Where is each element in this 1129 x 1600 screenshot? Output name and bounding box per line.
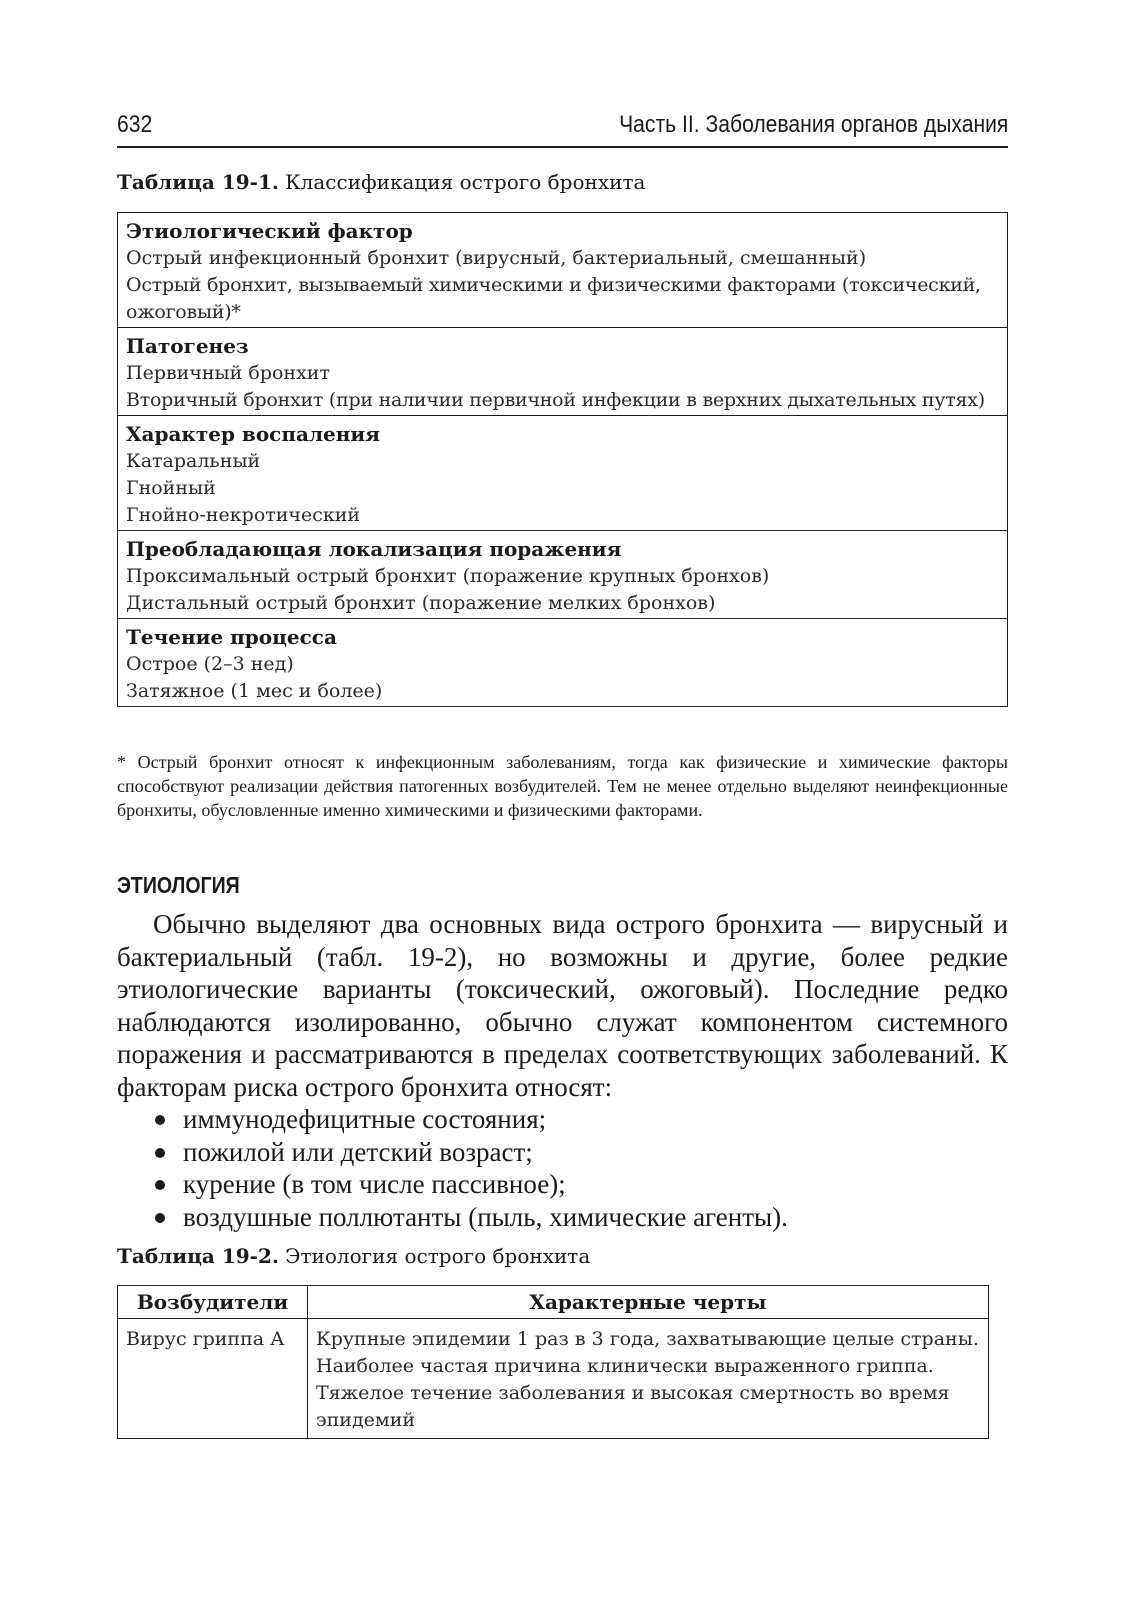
agent-cell: Вирус гриппа А	[118, 1319, 308, 1439]
table1-caption-text: Классификация острого бронхита	[278, 170, 646, 194]
list-item-text: воздушные поллютанты (пыль, химические агенты).	[183, 1201, 788, 1232]
table2-caption-label: Таблица 19-2.	[117, 1244, 279, 1268]
table1-section-inflammation	[118, 415, 1007, 530]
list-item	[117, 1168, 788, 1201]
table1-section-etiology	[118, 213, 1007, 327]
table2-caption-text: Этиология острого бронхита	[278, 1244, 591, 1268]
running-head	[117, 108, 1008, 148]
table1-line: Проксимальный острый бронхит (поражение крупных бронхов)	[126, 565, 770, 587]
table1-caption-label: Таблица 19-1.	[117, 170, 279, 194]
table1-section-pathogenesis	[118, 327, 1007, 415]
features-cell	[308, 1319, 989, 1439]
feature-line: Наиболее частая причина клинически выраженного гриппа.	[316, 1355, 934, 1377]
list-item-text: пожилой или детский возраст;	[183, 1136, 533, 1167]
table1-line: Гнойно-некротический	[126, 504, 361, 526]
classification-table	[117, 212, 1008, 707]
table1-line: Вторичный бронхит (при наличии первичной инфекции в верхних дыхательных путях)	[126, 389, 985, 411]
table1-caption	[117, 168, 645, 196]
etiology-paragraph: Обычно выделяют два основных вида острого бронхита — вирусный и бактериальный (табл. 19-2), но возможны и другие, более редкие этиологические варианты (токсический, ожоговый). Последние редко наблюдаются изолированно, обычно служат компонентом системного поражения и рассматриваются в пределах соответствующих заболеваний. К факторам риска острого бронхита относят:	[117, 909, 1008, 1102]
list-item	[117, 1201, 788, 1234]
table-header-row	[118, 1286, 989, 1319]
risk-factors-list	[117, 1103, 788, 1233]
table1-line: Дистальный острый бронхит (поражение мелких бронхов)	[126, 592, 716, 614]
bullet-icon	[155, 1115, 165, 1125]
table1-section-heading: Патогенез	[126, 334, 249, 358]
list-item	[117, 1136, 788, 1169]
list-item-text: курение (в том числе пассивное);	[183, 1169, 566, 1199]
table1-line: Острый бронхит, вызываемый химическими и физическими факторами (токсический, ожоговый)*	[126, 274, 981, 323]
table1-line: Первичный бронхит	[126, 362, 330, 384]
bullet-icon	[155, 1213, 165, 1223]
table2-caption	[117, 1242, 590, 1270]
table1-section-heading: Течение процесса	[126, 625, 337, 649]
table1-line: Катаральный	[126, 450, 261, 472]
table1-section-heading: Характер воспаления	[126, 422, 381, 446]
chapter-title: Часть II. Заболевания органов дыхания	[618, 111, 1008, 138]
table1-section-heading: Преобладающая локализация поражения	[126, 537, 622, 561]
table1-line: Острый инфекционный бронхит (вирусный, бактериальный, смешанный)	[126, 247, 867, 269]
table1-line: Гнойный	[126, 477, 216, 499]
list-item	[117, 1103, 788, 1136]
table1-line: Затяжное (1 мес и более)	[126, 680, 383, 702]
column-header-features: Характерные черты	[308, 1286, 989, 1319]
table1-footnote: * Острый бронхит относят к инфекционным заболеваниям, тогда как физические и химические факторы способствуют реализации действия патогенных возбудителей. Тем не менее отдельно выделяют неинфекционные бронхиты, обусловленные именно химическими и физическими факторами.	[117, 752, 1008, 820]
feature-line: Крупные эпидемии 1 раз в 3 года, захватывающие целые страны.	[316, 1328, 979, 1350]
feature-line: Тяжелое течение заболевания и высокая смертность во время эпидемий	[316, 1382, 950, 1431]
etiology-table	[117, 1285, 989, 1439]
table1-section-heading: Этиологический фактор	[126, 219, 413, 243]
bullet-icon	[155, 1180, 165, 1190]
table-row	[118, 1319, 989, 1439]
column-header-agents: Возбудители	[118, 1286, 308, 1319]
page-number: 632	[117, 111, 153, 138]
section-heading-etiology: ЭТИОЛОГИЯ	[117, 872, 240, 898]
table1-line: Острое (2–3 нед)	[126, 653, 294, 675]
bullet-icon	[155, 1148, 165, 1158]
list-item-text: иммунодефицитные состояния;	[183, 1104, 547, 1134]
table1-section-course	[118, 618, 1007, 706]
table1-section-localization	[118, 530, 1007, 618]
